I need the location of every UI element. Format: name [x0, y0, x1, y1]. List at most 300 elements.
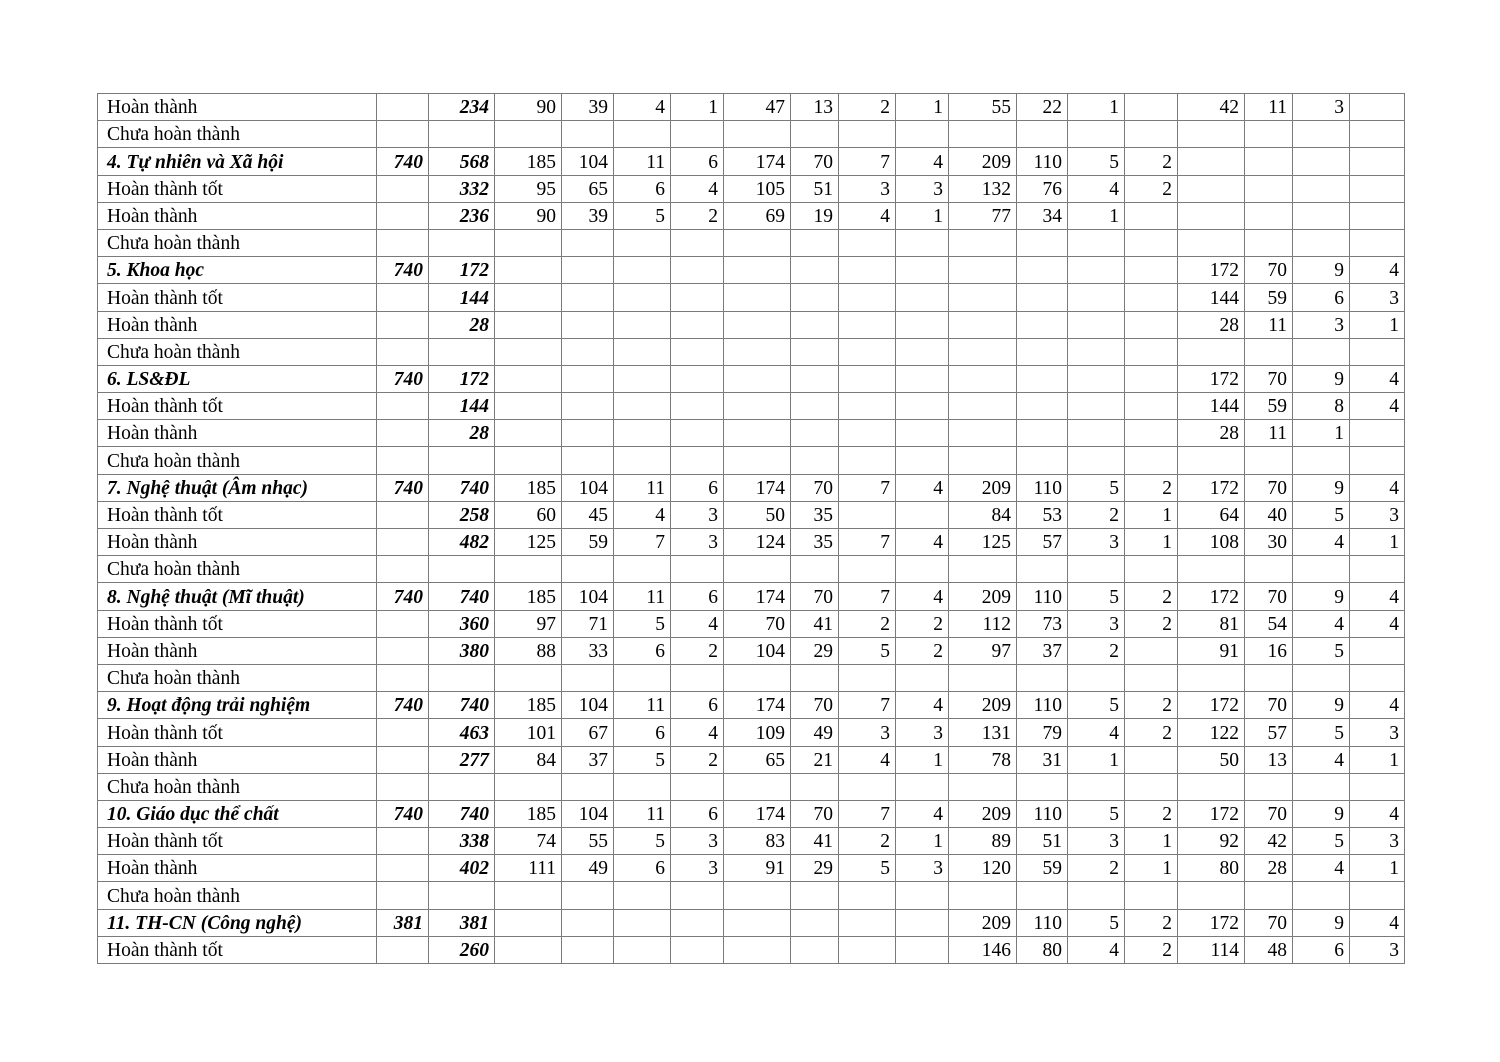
- value-cell: 9: [1293, 800, 1350, 827]
- student-count-cell: [377, 175, 429, 202]
- value-cell: [839, 447, 896, 474]
- value-cell: [839, 420, 896, 447]
- value-cell: 3: [1350, 284, 1405, 311]
- value-cell: [896, 284, 949, 311]
- table-row: [98, 855, 1405, 882]
- value-cell: 11: [1245, 420, 1293, 447]
- value-cell: 84: [949, 501, 1017, 528]
- value-cell: 79: [1017, 719, 1068, 746]
- student-count-cell: [377, 393, 429, 420]
- value-cell: [1125, 284, 1178, 311]
- value-cell: [562, 284, 614, 311]
- value-cell: [614, 338, 671, 365]
- value-cell: 1: [1125, 828, 1178, 855]
- value-cell: 2: [671, 746, 724, 773]
- value-cell: 6: [614, 637, 671, 664]
- value-cell: 125: [495, 529, 562, 556]
- row-label: Hoàn thành: [98, 529, 377, 556]
- value-cell: [1068, 773, 1125, 800]
- value-cell: 97: [495, 610, 562, 637]
- value-cell: [1245, 556, 1293, 583]
- table-row: [98, 529, 1405, 556]
- value-cell: [724, 365, 791, 392]
- student-count-cell: [377, 529, 429, 556]
- table-row: [98, 94, 1405, 121]
- value-cell: [1125, 257, 1178, 284]
- value-cell: 4: [1293, 529, 1350, 556]
- table-row: [98, 936, 1405, 963]
- value-cell: [495, 393, 562, 420]
- value-cell: [1125, 746, 1178, 773]
- row-label: Hoàn thành tốt: [98, 936, 377, 963]
- value-cell: [614, 447, 671, 474]
- value-cell: [839, 556, 896, 583]
- total-cell: [429, 121, 495, 148]
- value-cell: 13: [791, 94, 839, 121]
- value-cell: [1178, 447, 1245, 474]
- value-cell: 185: [495, 583, 562, 610]
- value-cell: [839, 284, 896, 311]
- value-cell: [791, 447, 839, 474]
- value-cell: [1245, 175, 1293, 202]
- value-cell: 2: [1125, 175, 1178, 202]
- value-cell: [614, 365, 671, 392]
- row-label: 10. Giáo dục thể chất: [98, 800, 377, 827]
- value-cell: [1245, 148, 1293, 175]
- value-cell: [495, 284, 562, 311]
- value-cell: 104: [562, 148, 614, 175]
- value-cell: [1017, 284, 1068, 311]
- value-cell: 35: [791, 529, 839, 556]
- value-cell: 90: [495, 202, 562, 229]
- value-cell: [1068, 365, 1125, 392]
- value-cell: 70: [791, 800, 839, 827]
- total-cell: [429, 229, 495, 256]
- value-cell: 1: [1068, 94, 1125, 121]
- value-cell: 7: [839, 800, 896, 827]
- value-cell: 5: [1068, 474, 1125, 501]
- value-cell: 11: [614, 148, 671, 175]
- value-cell: [1068, 393, 1125, 420]
- value-cell: [495, 311, 562, 338]
- value-cell: 5: [1068, 148, 1125, 175]
- value-cell: 53: [1017, 501, 1068, 528]
- total-cell: 463: [429, 719, 495, 746]
- subject-header-row: [98, 909, 1405, 936]
- value-cell: 5: [614, 828, 671, 855]
- value-cell: [562, 393, 614, 420]
- student-count-cell: [377, 338, 429, 365]
- value-cell: 5: [1068, 692, 1125, 719]
- value-cell: [1245, 202, 1293, 229]
- table-row: [98, 773, 1405, 800]
- value-cell: [839, 311, 896, 338]
- value-cell: [724, 257, 791, 284]
- value-cell: [1017, 229, 1068, 256]
- value-cell: 80: [1017, 936, 1068, 963]
- value-cell: [1017, 121, 1068, 148]
- value-cell: [791, 936, 839, 963]
- value-cell: [1350, 338, 1405, 365]
- value-cell: [949, 882, 1017, 909]
- value-cell: [896, 365, 949, 392]
- total-cell: 260: [429, 936, 495, 963]
- value-cell: [1125, 637, 1178, 664]
- value-cell: 55: [562, 828, 614, 855]
- value-cell: 122: [1178, 719, 1245, 746]
- value-cell: [896, 773, 949, 800]
- value-cell: [1350, 882, 1405, 909]
- value-cell: [949, 121, 1017, 148]
- value-cell: 4: [1350, 610, 1405, 637]
- value-cell: [724, 338, 791, 365]
- student-count-cell: [377, 719, 429, 746]
- value-cell: 3: [896, 175, 949, 202]
- value-cell: 51: [1017, 828, 1068, 855]
- value-cell: 47: [724, 94, 791, 121]
- value-cell: [724, 773, 791, 800]
- value-cell: [1293, 229, 1350, 256]
- total-cell: 332: [429, 175, 495, 202]
- value-cell: 209: [949, 800, 1017, 827]
- value-cell: 209: [949, 148, 1017, 175]
- value-cell: [671, 447, 724, 474]
- student-count-cell: [377, 202, 429, 229]
- value-cell: 2: [839, 828, 896, 855]
- value-cell: 73: [1017, 610, 1068, 637]
- value-cell: [562, 420, 614, 447]
- student-count-cell: [377, 556, 429, 583]
- value-cell: [614, 664, 671, 691]
- total-cell: 402: [429, 855, 495, 882]
- value-cell: 110: [1017, 800, 1068, 827]
- value-cell: 4: [1293, 610, 1350, 637]
- value-cell: [1017, 365, 1068, 392]
- value-cell: 83: [724, 828, 791, 855]
- value-cell: 6: [671, 474, 724, 501]
- value-cell: [1245, 447, 1293, 474]
- value-cell: 9: [1293, 365, 1350, 392]
- total-cell: [429, 882, 495, 909]
- value-cell: 105: [724, 175, 791, 202]
- value-cell: [671, 257, 724, 284]
- value-cell: 109: [724, 719, 791, 746]
- row-label: Chưa hoàn thành: [98, 664, 377, 691]
- value-cell: [839, 909, 896, 936]
- value-cell: 4: [1350, 583, 1405, 610]
- value-cell: 69: [724, 202, 791, 229]
- row-label: Hoàn thành tốt: [98, 175, 377, 202]
- value-cell: [949, 284, 1017, 311]
- value-cell: 4: [1350, 474, 1405, 501]
- value-cell: [896, 447, 949, 474]
- row-label: Hoàn thành tốt: [98, 393, 377, 420]
- value-cell: 70: [1245, 583, 1293, 610]
- student-count-cell: [377, 637, 429, 664]
- value-cell: 31: [1017, 746, 1068, 773]
- value-cell: [949, 365, 1017, 392]
- value-cell: 2: [839, 94, 896, 121]
- value-cell: [1068, 664, 1125, 691]
- value-cell: 185: [495, 800, 562, 827]
- value-cell: [791, 229, 839, 256]
- value-cell: 5: [614, 202, 671, 229]
- value-cell: 3: [1068, 529, 1125, 556]
- value-cell: [671, 338, 724, 365]
- value-cell: [495, 882, 562, 909]
- value-cell: 104: [562, 800, 614, 827]
- value-cell: 34: [1017, 202, 1068, 229]
- value-cell: 5: [839, 637, 896, 664]
- value-cell: [1293, 175, 1350, 202]
- value-cell: [791, 365, 839, 392]
- table-row: [98, 447, 1405, 474]
- value-cell: [1125, 94, 1178, 121]
- value-cell: 4: [1068, 175, 1125, 202]
- table-row: [98, 501, 1405, 528]
- value-cell: [1068, 338, 1125, 365]
- value-cell: 4: [614, 94, 671, 121]
- total-cell: 381: [429, 909, 495, 936]
- table-row: [98, 882, 1405, 909]
- row-label: Hoàn thành tốt: [98, 828, 377, 855]
- value-cell: [1125, 447, 1178, 474]
- value-cell: 11: [614, 800, 671, 827]
- value-cell: [671, 882, 724, 909]
- value-cell: 6: [614, 175, 671, 202]
- value-cell: 172: [1178, 800, 1245, 827]
- value-cell: [614, 936, 671, 963]
- value-cell: 5: [614, 610, 671, 637]
- value-cell: 1: [1068, 746, 1125, 773]
- value-cell: 2: [896, 610, 949, 637]
- value-cell: 5: [1293, 637, 1350, 664]
- value-cell: [1350, 664, 1405, 691]
- value-cell: 3: [671, 501, 724, 528]
- value-cell: 9: [1293, 583, 1350, 610]
- value-cell: [791, 664, 839, 691]
- value-cell: 110: [1017, 692, 1068, 719]
- value-cell: [791, 338, 839, 365]
- value-cell: [1017, 257, 1068, 284]
- row-label: 11. TH-CN (Công nghệ): [98, 909, 377, 936]
- value-cell: 91: [724, 855, 791, 882]
- row-label: Hoàn thành tốt: [98, 719, 377, 746]
- value-cell: 2: [671, 637, 724, 664]
- value-cell: 5: [1068, 909, 1125, 936]
- value-cell: 4: [896, 800, 949, 827]
- value-cell: 11: [614, 474, 671, 501]
- value-cell: 111: [495, 855, 562, 882]
- total-cell: 568: [429, 148, 495, 175]
- value-cell: 7: [839, 529, 896, 556]
- value-cell: 4: [839, 746, 896, 773]
- row-label: Chưa hoàn thành: [98, 882, 377, 909]
- value-cell: [724, 664, 791, 691]
- value-cell: 1: [671, 94, 724, 121]
- table-row: [98, 393, 1405, 420]
- value-cell: 64: [1178, 501, 1245, 528]
- value-cell: 2: [896, 637, 949, 664]
- value-cell: [1350, 148, 1405, 175]
- value-cell: 21: [791, 746, 839, 773]
- value-cell: 3: [1350, 719, 1405, 746]
- value-cell: 70: [791, 692, 839, 719]
- value-cell: 51: [791, 175, 839, 202]
- value-cell: 74: [495, 828, 562, 855]
- value-cell: [562, 664, 614, 691]
- value-cell: 3: [1350, 501, 1405, 528]
- value-cell: [949, 257, 1017, 284]
- student-count-cell: [377, 773, 429, 800]
- table-row: [98, 664, 1405, 691]
- value-cell: [495, 909, 562, 936]
- value-cell: 5: [614, 746, 671, 773]
- student-count-cell: [377, 447, 429, 474]
- value-cell: [1293, 338, 1350, 365]
- value-cell: 42: [1178, 94, 1245, 121]
- value-cell: [495, 365, 562, 392]
- value-cell: 35: [791, 501, 839, 528]
- value-cell: 2: [1125, 610, 1178, 637]
- student-count-cell: 740: [377, 148, 429, 175]
- value-cell: 185: [495, 474, 562, 501]
- student-count-cell: [377, 882, 429, 909]
- value-cell: 6: [1293, 284, 1350, 311]
- value-cell: 11: [614, 583, 671, 610]
- table-row: [98, 556, 1405, 583]
- value-cell: 4: [671, 610, 724, 637]
- value-cell: [949, 338, 1017, 365]
- value-cell: 2: [1125, 692, 1178, 719]
- row-label: 7. Nghệ thuật (Âm nhạc): [98, 474, 377, 501]
- value-cell: 1: [1350, 311, 1405, 338]
- value-cell: 3: [1068, 828, 1125, 855]
- value-cell: [1068, 257, 1125, 284]
- row-label: Hoàn thành: [98, 746, 377, 773]
- value-cell: 2: [1125, 583, 1178, 610]
- value-cell: [1350, 94, 1405, 121]
- value-cell: 146: [949, 936, 1017, 963]
- value-cell: [1293, 556, 1350, 583]
- value-cell: 54: [1245, 610, 1293, 637]
- value-cell: [495, 121, 562, 148]
- value-cell: 1: [1350, 529, 1405, 556]
- value-cell: [839, 121, 896, 148]
- student-count-cell: [377, 94, 429, 121]
- value-cell: 49: [791, 719, 839, 746]
- value-cell: [724, 121, 791, 148]
- value-cell: 209: [949, 692, 1017, 719]
- value-cell: 185: [495, 148, 562, 175]
- row-label: Hoàn thành: [98, 311, 377, 338]
- value-cell: 39: [562, 202, 614, 229]
- row-label: Chưa hoàn thành: [98, 773, 377, 800]
- total-cell: [429, 447, 495, 474]
- value-cell: [839, 882, 896, 909]
- value-cell: 4: [896, 583, 949, 610]
- table-row: [98, 338, 1405, 365]
- value-cell: 4: [1293, 855, 1350, 882]
- value-cell: [949, 420, 1017, 447]
- total-cell: 28: [429, 311, 495, 338]
- value-cell: [562, 447, 614, 474]
- total-cell: 740: [429, 583, 495, 610]
- value-cell: 70: [1245, 800, 1293, 827]
- value-cell: 70: [791, 474, 839, 501]
- value-cell: 3: [1068, 610, 1125, 637]
- value-cell: [791, 284, 839, 311]
- value-cell: 1: [1068, 202, 1125, 229]
- value-cell: 6: [1293, 936, 1350, 963]
- value-cell: [724, 447, 791, 474]
- value-cell: 6: [614, 719, 671, 746]
- value-cell: 3: [839, 175, 896, 202]
- value-cell: 7: [839, 692, 896, 719]
- value-cell: 39: [562, 94, 614, 121]
- total-cell: [429, 338, 495, 365]
- subject-header-row: [98, 800, 1405, 827]
- value-cell: [1350, 420, 1405, 447]
- value-cell: [1068, 229, 1125, 256]
- value-cell: [1178, 338, 1245, 365]
- value-cell: [896, 664, 949, 691]
- total-cell: 360: [429, 610, 495, 637]
- value-cell: [671, 773, 724, 800]
- value-cell: 57: [1245, 719, 1293, 746]
- value-cell: [671, 556, 724, 583]
- value-cell: [495, 420, 562, 447]
- value-cell: [562, 257, 614, 284]
- value-cell: 2: [671, 202, 724, 229]
- value-cell: 172: [1178, 692, 1245, 719]
- value-cell: 88: [495, 637, 562, 664]
- row-label: Hoàn thành: [98, 94, 377, 121]
- value-cell: 9: [1293, 692, 1350, 719]
- value-cell: 7: [839, 474, 896, 501]
- value-cell: 174: [724, 583, 791, 610]
- row-label: 5. Khoa học: [98, 257, 377, 284]
- value-cell: [1178, 556, 1245, 583]
- value-cell: 80: [1178, 855, 1245, 882]
- value-cell: [1125, 338, 1178, 365]
- table-row: [98, 229, 1405, 256]
- student-count-cell: [377, 855, 429, 882]
- table-row: [98, 719, 1405, 746]
- student-count-cell: 740: [377, 583, 429, 610]
- value-cell: 41: [791, 610, 839, 637]
- value-cell: 9: [1293, 909, 1350, 936]
- value-cell: [1017, 664, 1068, 691]
- value-cell: 4: [1350, 257, 1405, 284]
- value-cell: [671, 936, 724, 963]
- value-cell: [1293, 121, 1350, 148]
- value-cell: [614, 882, 671, 909]
- value-cell: [1125, 773, 1178, 800]
- value-cell: 59: [1245, 393, 1293, 420]
- value-cell: 4: [671, 719, 724, 746]
- value-cell: 2: [1125, 474, 1178, 501]
- value-cell: [896, 909, 949, 936]
- value-cell: 104: [562, 583, 614, 610]
- value-cell: 5: [1293, 501, 1350, 528]
- table-row: [98, 175, 1405, 202]
- student-count-cell: [377, 746, 429, 773]
- value-cell: 1: [1293, 420, 1350, 447]
- value-cell: [614, 909, 671, 936]
- value-cell: [1178, 664, 1245, 691]
- value-cell: [1125, 420, 1178, 447]
